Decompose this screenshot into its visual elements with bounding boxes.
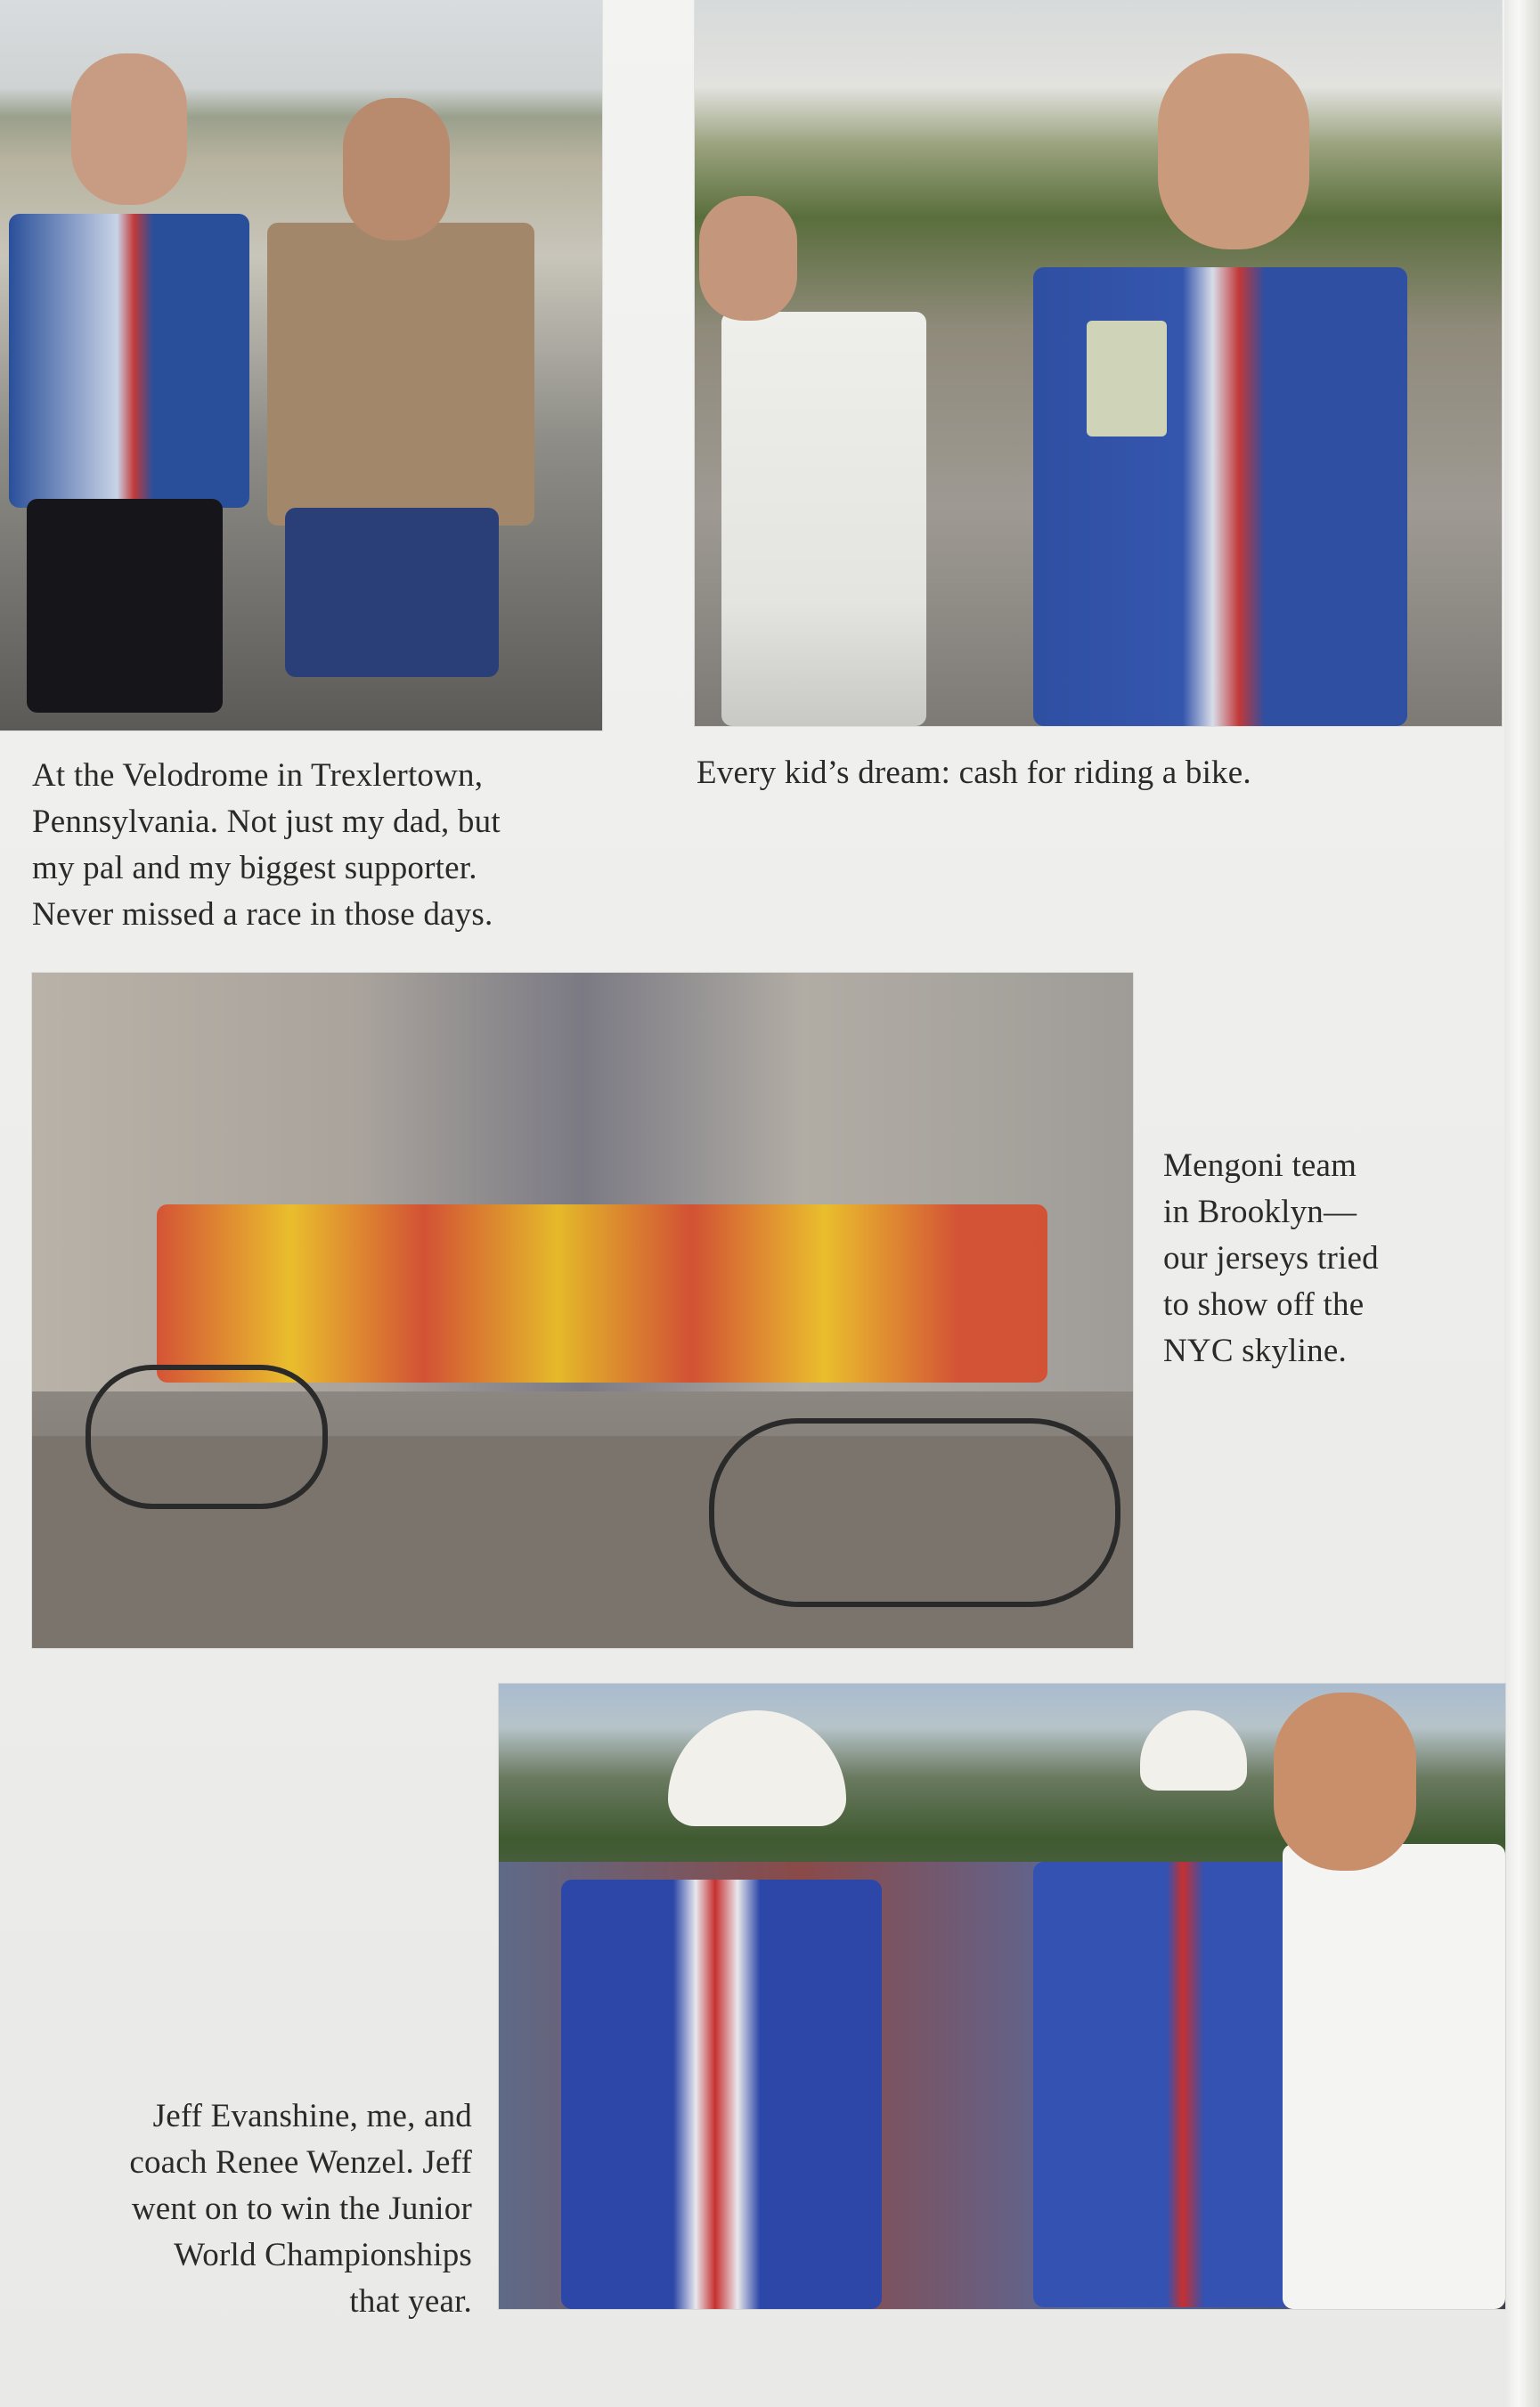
rider-head xyxy=(71,53,187,205)
caption-line: At the Velodrome in Trexlertown, xyxy=(32,757,484,794)
velodrome-photo xyxy=(0,0,602,730)
caption-line: Jeff Evanshine, me, and xyxy=(152,2098,472,2134)
mengoni-team-photo xyxy=(32,973,1133,1648)
caption-line: went on to win the Junior xyxy=(131,2191,472,2227)
caption-line: my pal and my biggest supporter. xyxy=(32,850,477,886)
caption-line: Never missed a race in those days. xyxy=(32,896,493,933)
bystander-head xyxy=(699,196,797,321)
caption-line: in Brooklyn— xyxy=(1163,1194,1357,1230)
caption-line: Pennsylvania. Not just my dad, but xyxy=(32,804,501,840)
page-edge xyxy=(1504,0,1540,2407)
father-head xyxy=(343,98,450,241)
caption-evanshine xyxy=(18,2093,472,2325)
junior-worlds-photo xyxy=(499,1684,1505,2309)
coach-head xyxy=(1274,1693,1416,1871)
dollar-bill xyxy=(1087,321,1167,437)
helmet xyxy=(1140,1710,1247,1791)
bicycle xyxy=(709,1418,1120,1607)
rider-figure xyxy=(9,214,249,508)
caption-line: that year. xyxy=(349,2283,472,2320)
author-figure xyxy=(1033,1862,1300,2307)
caption-line: coach Renee Wenzel. Jeff xyxy=(129,2144,472,2181)
caption-line: our jerseys tried xyxy=(1163,1240,1379,1277)
bicycle xyxy=(86,1365,328,1509)
caption-line: Mengoni team xyxy=(1163,1147,1357,1184)
caption-cash xyxy=(697,750,1498,796)
rider-head xyxy=(1158,53,1309,249)
caption-line: to show off the xyxy=(1163,1286,1365,1323)
cash-prize-photo xyxy=(695,0,1502,726)
caption-line: World Championships xyxy=(174,2237,472,2273)
father-shorts xyxy=(285,508,499,677)
caption-line: NYC skyline. xyxy=(1163,1333,1347,1369)
caption-line: Every kid’s dream: cash for riding a bike. xyxy=(697,755,1251,791)
team-riders xyxy=(157,1204,1047,1383)
caption-velodrome xyxy=(32,753,656,938)
father-figure xyxy=(267,223,534,526)
bystander-figure xyxy=(721,312,926,726)
helmet xyxy=(668,1710,846,1826)
caption-mengoni xyxy=(1163,1143,1484,1375)
jeff-evanshine-figure xyxy=(561,1880,882,2309)
coach-figure xyxy=(1283,1844,1505,2309)
rider-shorts xyxy=(27,499,223,713)
